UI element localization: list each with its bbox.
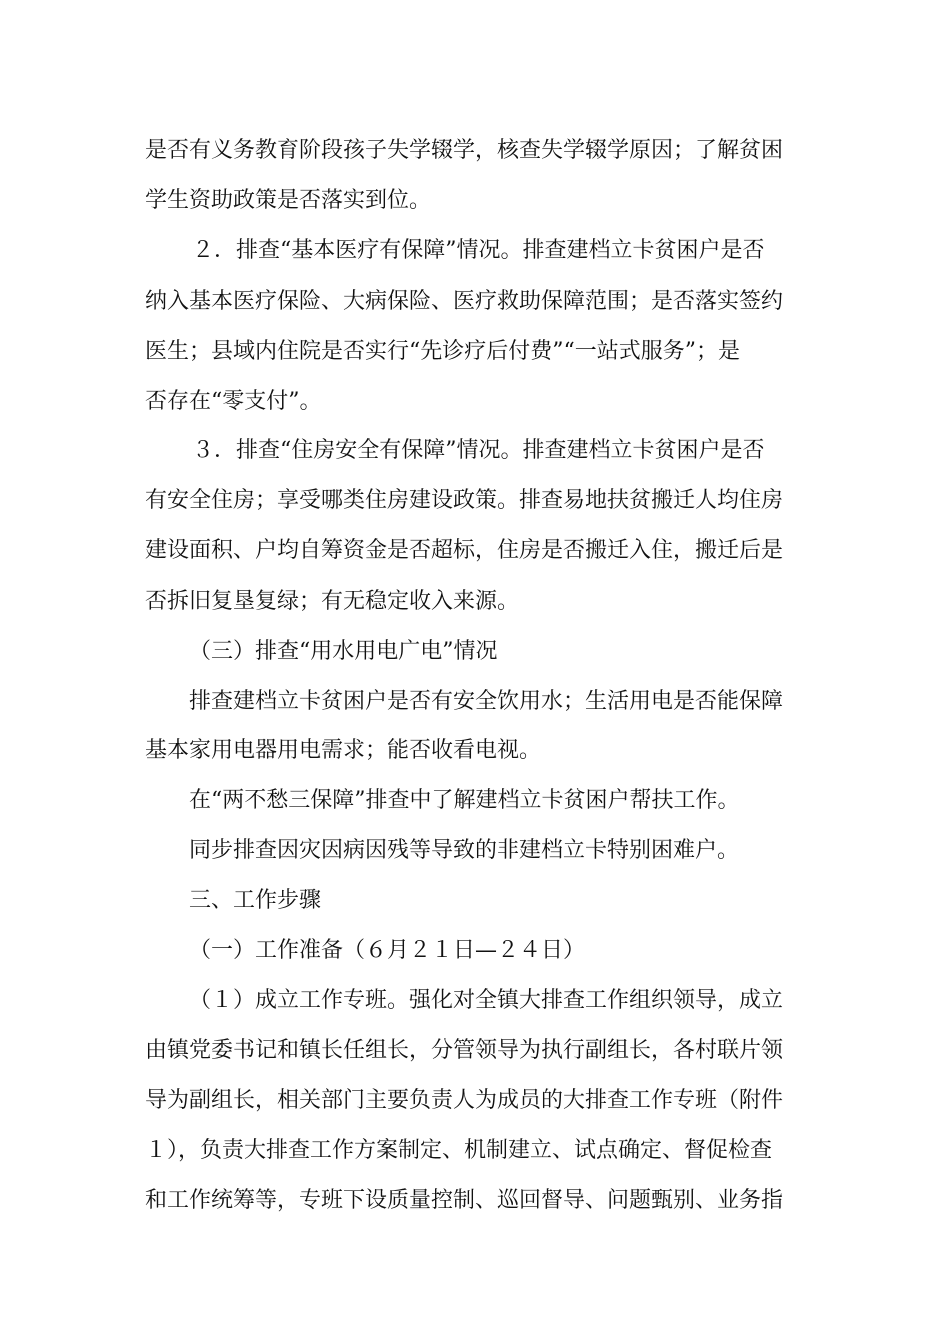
body-text-line: 是否有义务教育阶段孩子失学辍学，核查失学辍学原因；了解贫困 [145, 138, 784, 163]
body-text-line: 导为副组长，相关部门主要负责人为成员的大排查工作专班（附件 [145, 1088, 784, 1113]
body-text-line: 否拆旧复垦复绿；有无稳定收入来源。 [145, 589, 520, 614]
body-text-line: ３．排查“住房安全有保障”情况。排查建档立卡贫困户是否 [192, 438, 765, 463]
body-text-line: 在“两不愁三保障”排查中了解建档立卡贫困户帮扶工作。 [189, 788, 740, 813]
section-heading: 三、工作步骤 [189, 888, 322, 913]
body-text-line: 有安全住房；享受哪类住房建设政策。排查易地扶贫搬迁人均住房 [145, 488, 784, 513]
body-text-line: 基本家用电器用电需求；能否收看电视。 [145, 738, 542, 763]
body-text-line: 排查建档立卡贫困户是否有安全饮用水；生活用电是否能保障 [189, 689, 784, 714]
body-text-line: 纳入基本医疗保险、大病保险、医疗救助保障范围；是否落实签约 [145, 289, 784, 314]
body-text-line: 学生资助政策是否落实到位。 [145, 188, 432, 213]
body-text-line: 同步排查因灾因病因残等导致的非建档立卡特别困难户。 [189, 838, 740, 863]
body-text-line: ２．排查“基本医疗有保障”情况。排查建档立卡贫困户是否 [192, 238, 765, 263]
section-heading: （三）排查“用水用电广电”情况 [189, 639, 498, 664]
section-heading: （一）工作准备（６月２１日—２４日） [189, 938, 586, 963]
body-text-line: 和工作统筹等，专班下设质量控制、巡回督导、问题甄别、业务指 [145, 1188, 784, 1213]
body-text-line: 由镇党委书记和镇长任组长，分管领导为执行副组长，各村联片领 [145, 1038, 784, 1063]
body-text-line: 建设面积、户均自筹资金是否超标，住房是否搬迁入住，搬迁后是 [145, 538, 784, 563]
body-text-line: 医生；县域内住院是否实行“先诊疗后付费”“一站式服务”；是 [145, 339, 740, 364]
body-text-line: １），负责大排查工作方案制定、机制建立、试点确定、督促检查 [145, 1138, 773, 1163]
body-text-line: （１）成立工作专班。强化对全镇大排查工作组织领导，成立 [189, 988, 784, 1013]
body-text-line: 否存在“零支付”。 [145, 389, 322, 414]
